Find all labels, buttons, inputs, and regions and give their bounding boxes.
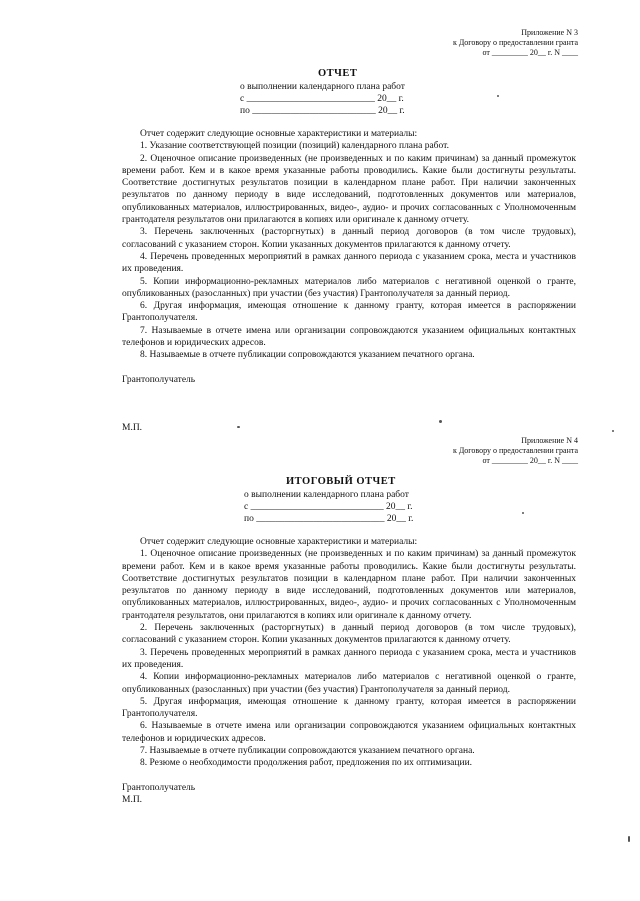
appendix3-item: 6. Другая информация, имеющая отношение к данному гранту, которая имеется в распоряжении Грантополучателя. xyxy=(122,301,576,324)
appendix3-item: 3. Перечень заключенных (расторгнутых) в данный период договоров (в том числе трудовых), согласований с указанием сторон. Копии указанных документов прилагаются к данному отчету. xyxy=(122,227,576,250)
appendix4-header xyxy=(453,436,578,466)
appendix4-header-line: Приложение N 4 xyxy=(521,436,578,445)
appendix3-header-line: от _________ 20__ г. N ____ xyxy=(482,48,578,57)
appendix4-period-from: с ____________________________ 20__ г. xyxy=(244,502,413,512)
appendix3-item: 4. Перечень проведенных мероприятий в рамках данного периода с указанием срока, места и участников их проведения. xyxy=(122,251,576,275)
appendix4-item: 4. Копии информационно-рекламных материалов либо материалов с негативной оценкой о гранте, опубликованных (разосланных) при участии (без участия) Грантополучателя за данный период. xyxy=(122,672,576,695)
appendix4-item: 2. Перечень заключенных (расторгнутых) в данный период договоров (в том числе трудовых), согласований с указанием сторон. Копии указанных документов прилагаются к данному отчету. xyxy=(122,623,576,646)
appendix3-item: 1. Указание соответствующей позиции (позиций) календарного плана работ. xyxy=(140,141,449,152)
appendix3-body xyxy=(122,128,576,362)
appendix4-item: 1. Оценочное описание произведенных (не произведенных и по каким причинам) за данный промежуток времени работ. Кем и в какое время указанные работы проводились. Какие были достигнуты результаты. Соответствие достигнутых результатов позиции в календарном плане работ. При наличии законченных результатов по данному периоду в виде исследований, подготовленных документов или материалов, опубликованных материалов, иллюстрированных, видео-, аудио- и прочих согласованных с Уполномоченным грантодателя результатов, они прилагаются в копиях или оригинале к данному отчету. xyxy=(122,549,576,621)
appendix3-header xyxy=(453,28,578,58)
appendix4-item: 3. Перечень проведенных мероприятий в рамках данного периода с указанием срока, места и участников их проведения. xyxy=(122,647,576,670)
appendix3-recipient: Грантополучатель xyxy=(122,375,196,385)
appendix3-item: 8. Называемые в отчете публикации сопровождаются указанием печатного органа. xyxy=(140,350,475,361)
appendix4-intro: Отчет содержит следующие основные характеристики и материалы: xyxy=(140,537,418,547)
appendix3-item: 2. Оценочное описание произведенных (не произведенных и по каким причинам) за данный промежуток времени работ. Кем и в какое время указанные работы проводились. Какие были достигнуты результаты. Соответствие достигнутых результатов позиции в календарном плане работ. При наличии законченных результатов по данному периоду в виде исследований, подготовленных документов или материалов, опубликованных материалов, иллюстрированных, видео-, аудио- и прочих согласованных с Уполномоченным грантодателя результатов они прилагаются в копиях или оригинале к данному отчету. xyxy=(122,153,576,226)
appendix4-header-line: к Договору о предоставлении гранта xyxy=(452,446,578,455)
scan-speck xyxy=(497,95,499,97)
scan-speck xyxy=(237,426,240,428)
appendix4-seal: М.П. xyxy=(122,795,143,805)
appendix3-item: 7. Называемые в отчете имена или организации сопровождаются указанием официальных контактных телефонов и юридических адресов. xyxy=(122,325,576,349)
appendix4-item: 7. Называемые в отчете публикации сопровождаются указанием печатного органа. xyxy=(140,746,475,757)
appendix4-recipient: Грантополучатель xyxy=(122,783,196,793)
appendix3-item: 5. Копии информационно-рекламных материалов либо материалов с негативной оценкой о гранте, опубликованных (разосланных) при участии (без участия) Грантополучателя за данный период. xyxy=(122,276,576,299)
appendix3-title: ОТЧЕТ xyxy=(318,68,358,79)
appendix4-item: 5. Другая информация, имеющая отношение к данному гранту, которая имеется в распоряжении Грантополучателя. xyxy=(122,696,576,720)
appendix4-subtitle: о выполнении календарного плана работ xyxy=(244,490,409,500)
appendix4-body xyxy=(122,536,576,770)
appendix3-period-to: по __________________________ 20__ г. xyxy=(240,106,405,116)
appendix4-title: ИТОГОВЫЙ ОТЧЕТ xyxy=(286,476,396,487)
scan-speck xyxy=(628,836,630,842)
appendix3-intro: Отчет содержит следующие основные характеристики и материалы: xyxy=(140,129,418,139)
appendix3-seal: М.П. xyxy=(122,423,143,433)
scan-speck xyxy=(439,420,442,423)
appendix4-period-to: по ___________________________ 20__ г. xyxy=(244,514,414,524)
appendix4-item: 8. Резюме о необходимости продолжения работ, предложения по их оптимизации. xyxy=(140,758,473,769)
appendix3-subtitle: о выполнении календарного плана работ xyxy=(240,82,405,92)
scan-speck xyxy=(612,430,614,432)
appendix3-header-line: к Договору о предоставлении гранта xyxy=(452,38,578,47)
scan-speck xyxy=(522,512,524,514)
appendix4-header-line: от _________ 20__ г. N ____ xyxy=(482,456,578,465)
appendix3-header-line: Приложение N 3 xyxy=(521,28,578,37)
appendix3-period-from: с ___________________________ 20__ г. xyxy=(240,94,404,104)
appendix4-item: 6. Называемые в отчете имена или организации сопровождаются указанием официальных контактных телефонов и юридических адресов. xyxy=(122,721,576,744)
